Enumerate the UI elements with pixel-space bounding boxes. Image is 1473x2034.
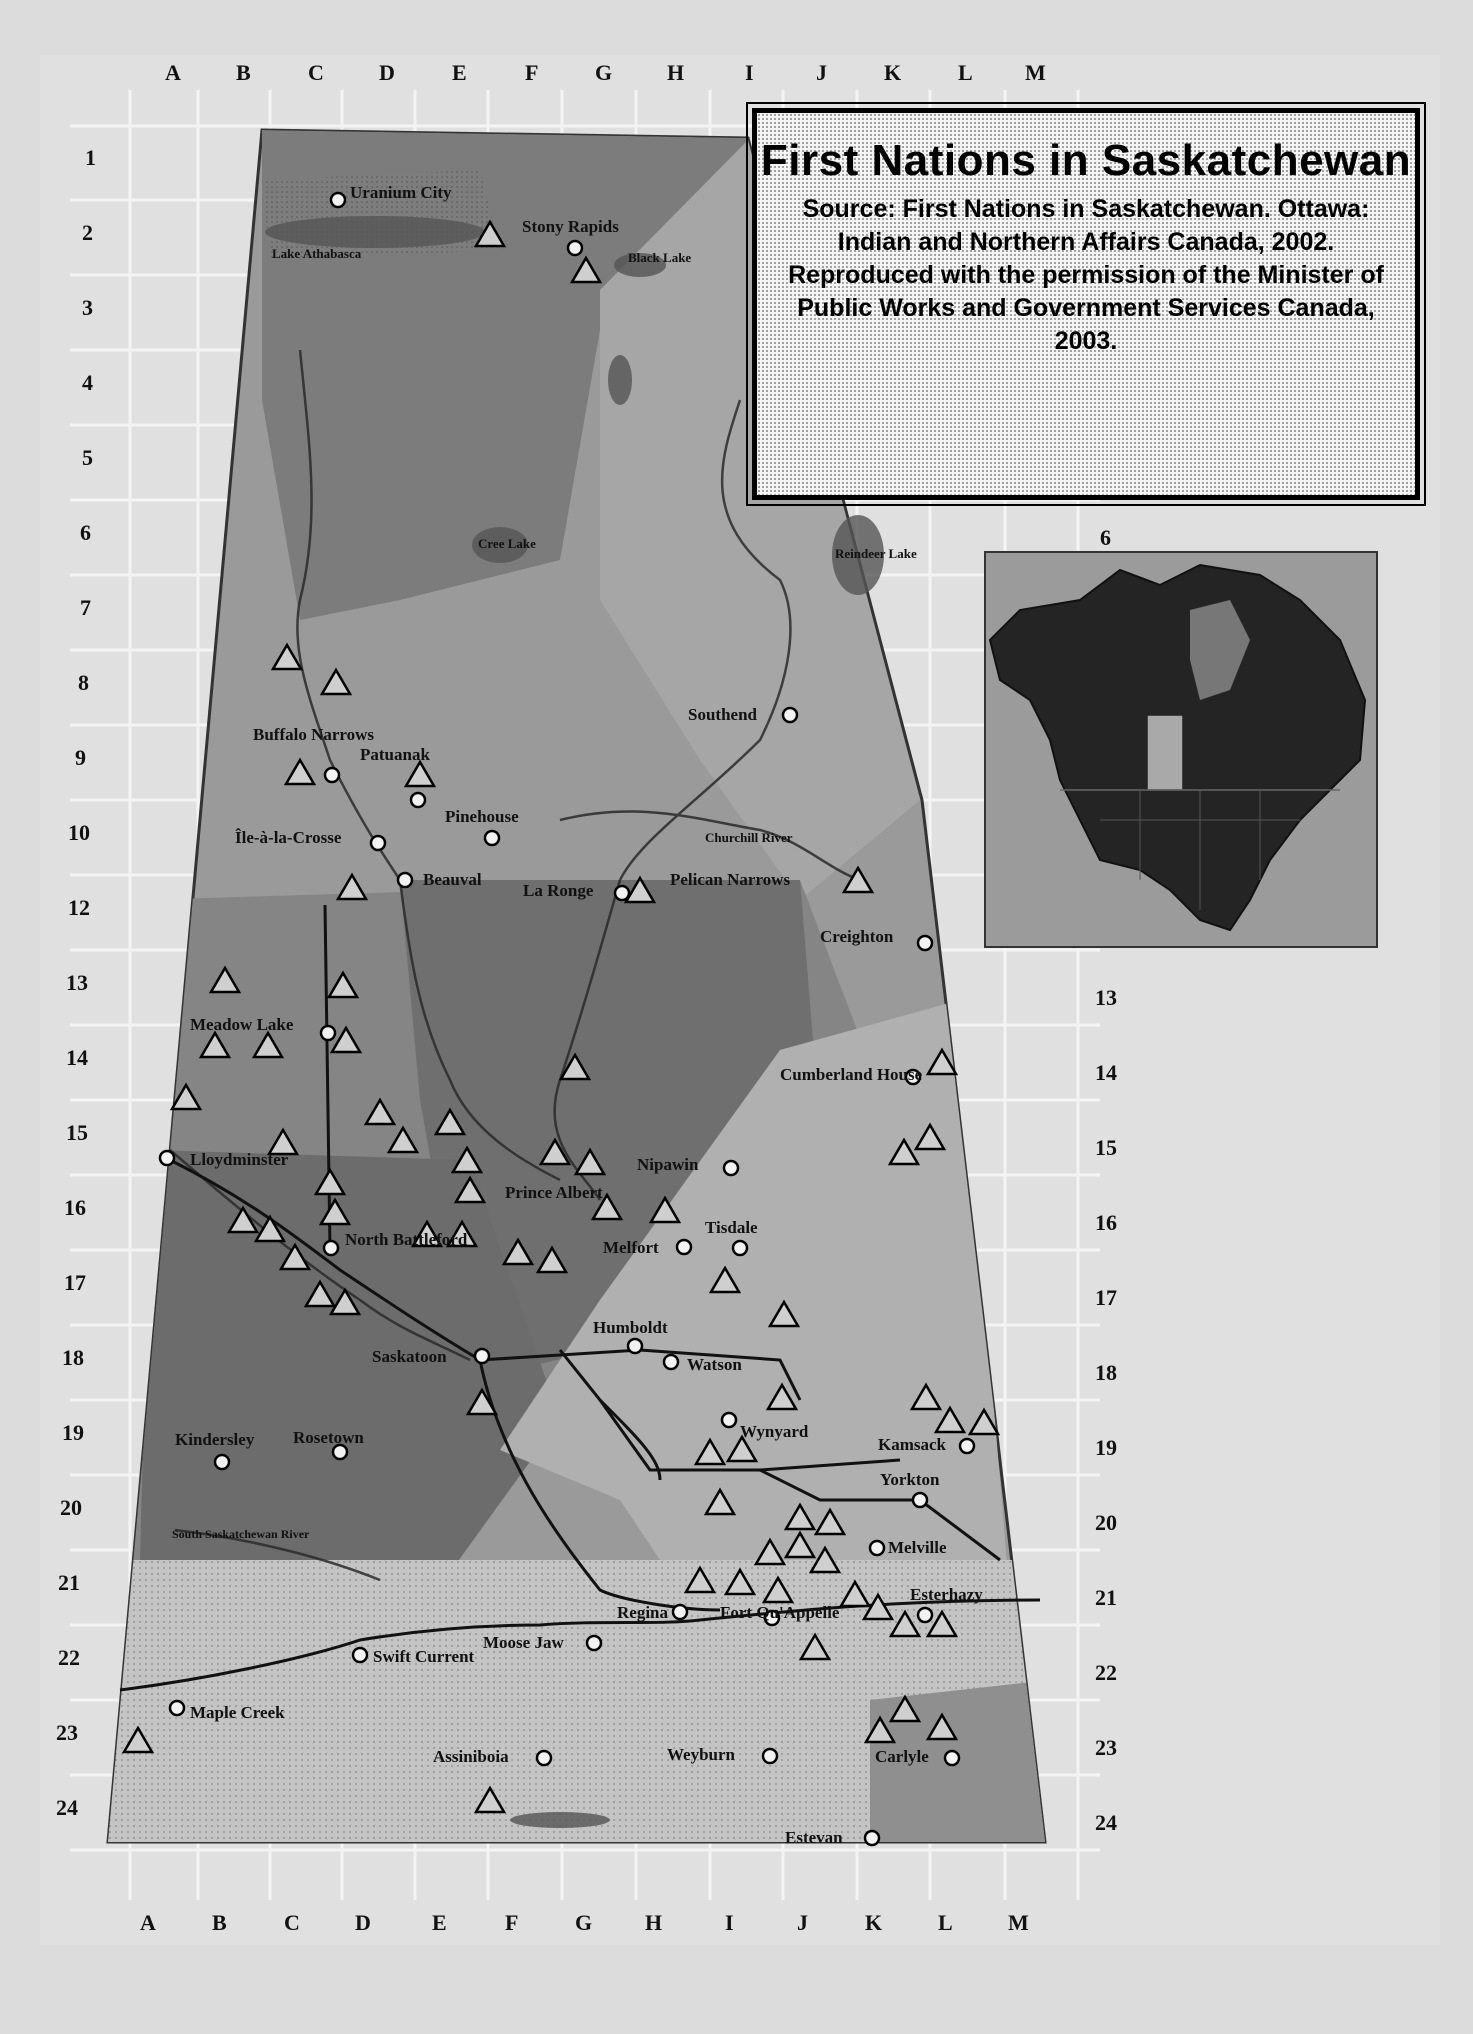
town-marker <box>568 241 582 255</box>
town-marker <box>918 936 932 950</box>
place-label: Black Lake <box>628 250 692 265</box>
place-label: Assiniboia <box>433 1747 509 1766</box>
svg-text:3: 3 <box>82 295 93 320</box>
town-marker <box>353 1648 367 1662</box>
place-label: Watson <box>687 1355 742 1374</box>
svg-text:17: 17 <box>64 1270 86 1295</box>
place-label: Creighton <box>820 927 894 946</box>
svg-text:1: 1 <box>85 145 96 170</box>
col-label-top: J <box>816 60 827 85</box>
town-marker <box>160 1151 174 1165</box>
col-label-bottom: G <box>575 1910 593 1935</box>
svg-text:24: 24 <box>56 1795 78 1820</box>
place-label: Fort Qu'Appelle <box>720 1603 840 1622</box>
place-label: Kindersley <box>175 1430 255 1449</box>
place-label: Saskatoon <box>372 1347 447 1366</box>
place-label: Carlyle <box>875 1747 929 1766</box>
place-label: Île-à-la-Crosse <box>235 828 342 847</box>
col-label-bottom: F <box>505 1910 519 1935</box>
place-label: Pinehouse <box>445 807 519 826</box>
place-label: Esterhazy <box>910 1585 983 1604</box>
map-title-box <box>752 108 1420 500</box>
col-label-top: M <box>1025 60 1046 85</box>
place-label: Southend <box>688 705 757 724</box>
svg-text:17: 17 <box>1095 1285 1117 1310</box>
col-label-bottom: H <box>645 1910 663 1935</box>
place-label: Tisdale <box>705 1218 758 1237</box>
town-marker <box>170 1701 184 1715</box>
svg-text:24: 24 <box>1095 1810 1117 1835</box>
svg-text:16: 16 <box>1095 1210 1117 1235</box>
svg-text:20: 20 <box>1095 1510 1117 1535</box>
map-title: First Nations in Saskatchewan <box>760 136 1412 185</box>
svg-text:6: 6 <box>1100 525 1111 550</box>
place-label: Cumberland House <box>780 1065 923 1084</box>
place-label: Patuanak <box>360 745 430 764</box>
col-label-bottom: M <box>1008 1910 1029 1935</box>
svg-text:23: 23 <box>56 1720 78 1745</box>
svg-text:15: 15 <box>66 1120 88 1145</box>
place-label: Lake Athabasca <box>272 246 362 261</box>
town-marker <box>215 1455 229 1469</box>
col-label-top: D <box>379 60 395 85</box>
col-label-top: F <box>525 60 539 85</box>
col-label-bottom: E <box>432 1910 447 1935</box>
place-label: Lloydminster <box>190 1150 289 1169</box>
town-marker <box>870 1541 884 1555</box>
town-marker <box>325 768 339 782</box>
place-label: Uranium City <box>350 183 452 202</box>
svg-text:23: 23 <box>1095 1735 1117 1760</box>
place-label: Meadow Lake <box>190 1015 294 1034</box>
svg-text:14: 14 <box>1095 1060 1117 1085</box>
col-label-top: I <box>745 60 754 85</box>
place-label: Reindeer Lake <box>835 546 917 561</box>
place-label: Regina <box>617 1603 668 1622</box>
place-label: North Battleford <box>345 1230 468 1249</box>
town-marker <box>918 1608 932 1622</box>
town-marker <box>722 1413 736 1427</box>
svg-text:15: 15 <box>1095 1135 1117 1160</box>
place-label: Yorkton <box>880 1470 940 1489</box>
place-label: Beauval <box>423 870 482 889</box>
col-label-top: H <box>667 60 685 85</box>
place-label: Nipawin <box>637 1155 699 1174</box>
town-marker <box>321 1026 335 1040</box>
col-label-bottom: L <box>938 1910 953 1935</box>
place-label: Humboldt <box>593 1318 668 1337</box>
map-source-note: Source: First Nations in Saskatchewan. Ottawa: Indian and Northern Affairs Canada, 2002. Reproduced with the permission of the Minister of Public Works and Government Services Canada, 2003. <box>788 195 1384 355</box>
saskatchewan-highlight <box>1147 715 1183 790</box>
place-label: Cree Lake <box>478 536 536 551</box>
svg-text:19: 19 <box>62 1420 84 1445</box>
place-label: Melville <box>888 1538 947 1557</box>
place-label: Pelican Narrows <box>670 870 791 889</box>
place-label: Estevan <box>785 1828 843 1847</box>
place-label: Prince Albert <box>505 1183 603 1202</box>
col-label-bottom: I <box>725 1910 734 1935</box>
place-label: Buffalo Narrows <box>253 725 375 744</box>
town-marker <box>475 1349 489 1363</box>
svg-text:4: 4 <box>82 370 93 395</box>
svg-text:16: 16 <box>64 1195 86 1220</box>
svg-text:14: 14 <box>66 1045 88 1070</box>
col-label-top: G <box>595 60 613 85</box>
col-label-bottom: K <box>865 1910 883 1935</box>
place-label: Swift Current <box>373 1647 475 1666</box>
place-label: Kamsack <box>878 1435 946 1454</box>
town-marker <box>664 1355 678 1369</box>
svg-text:19: 19 <box>1095 1435 1117 1460</box>
place-label: Rosetown <box>293 1428 364 1447</box>
town-marker <box>724 1161 738 1175</box>
north-america-locator-map <box>985 552 1377 947</box>
svg-text:2: 2 <box>82 220 93 245</box>
town-marker <box>333 1445 347 1459</box>
town-marker <box>324 1241 338 1255</box>
town-marker <box>398 873 412 887</box>
col-label-top: B <box>236 60 251 85</box>
col-label-bottom: A <box>140 1910 156 1935</box>
town-marker <box>485 831 499 845</box>
town-marker <box>411 793 425 807</box>
svg-text:9: 9 <box>75 745 86 770</box>
svg-text:12: 12 <box>68 895 90 920</box>
svg-text:7: 7 <box>80 595 91 620</box>
place-label: Maple Creek <box>190 1703 285 1722</box>
town-marker <box>945 1751 959 1765</box>
svg-text:21: 21 <box>58 1570 80 1595</box>
town-marker <box>865 1831 879 1845</box>
col-label-top: C <box>308 60 324 85</box>
town-marker <box>733 1241 747 1255</box>
col-label-top: E <box>452 60 467 85</box>
svg-text:18: 18 <box>1095 1360 1117 1385</box>
place-label: Melfort <box>603 1238 659 1257</box>
town-marker <box>783 708 797 722</box>
svg-text:22: 22 <box>1095 1660 1117 1685</box>
place-label: Moose Jaw <box>483 1633 564 1652</box>
place-label: Stony Rapids <box>522 217 619 236</box>
town-marker <box>331 193 345 207</box>
col-label-top: A <box>165 60 181 85</box>
town-marker <box>913 1493 927 1507</box>
place-label: South Saskatchewan River <box>172 1527 310 1541</box>
svg-text:6: 6 <box>80 520 91 545</box>
town-marker <box>587 1636 601 1650</box>
town-marker <box>960 1439 974 1453</box>
svg-text:8: 8 <box>78 670 89 695</box>
svg-text:13: 13 <box>1095 985 1117 1010</box>
place-label: Wynyard <box>740 1422 809 1441</box>
place-label: Weyburn <box>667 1745 736 1764</box>
svg-text:10: 10 <box>68 820 90 845</box>
svg-text:13: 13 <box>66 970 88 995</box>
place-label: Churchill River <box>705 830 793 845</box>
svg-text:18: 18 <box>62 1345 84 1370</box>
town-marker <box>673 1605 687 1619</box>
town-marker <box>537 1751 551 1765</box>
town-marker <box>677 1240 691 1254</box>
col-label-bottom: B <box>212 1910 227 1935</box>
town-marker <box>763 1749 777 1763</box>
col-label-bottom: D <box>355 1910 371 1935</box>
col-label-bottom: C <box>284 1910 300 1935</box>
place-label: La Ronge <box>523 881 594 900</box>
town-marker <box>628 1339 642 1353</box>
svg-text:21: 21 <box>1095 1585 1117 1610</box>
svg-text:22: 22 <box>58 1645 80 1670</box>
svg-text:5: 5 <box>82 445 93 470</box>
col-label-top: L <box>958 60 973 85</box>
town-marker <box>615 886 629 900</box>
town-marker <box>371 836 385 850</box>
col-label-bottom: J <box>797 1910 808 1935</box>
svg-text:20: 20 <box>60 1495 82 1520</box>
col-label-top: K <box>884 60 902 85</box>
